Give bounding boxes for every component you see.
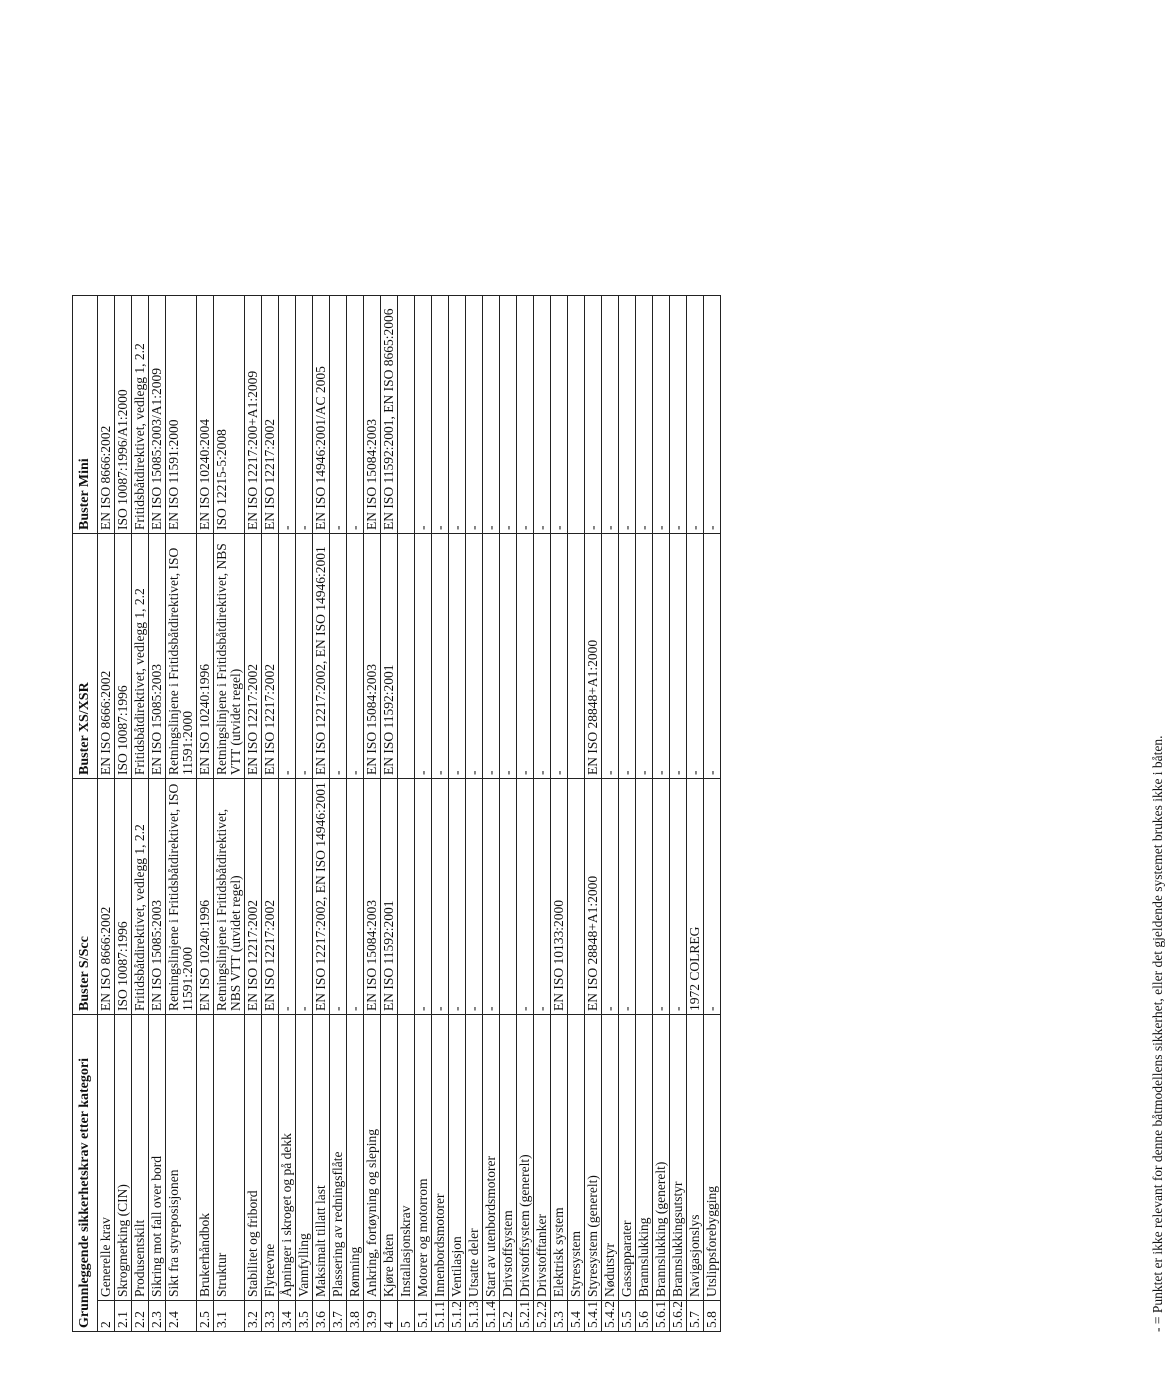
row-number-cell: 5.2.2 xyxy=(534,1301,551,1332)
buster-xs-standard-cell: - xyxy=(432,534,449,779)
buster-s-standard-cell: EN ISO 12217:2002, EN ISO 14946:2001 xyxy=(313,779,330,1015)
table-row xyxy=(551,296,568,1332)
row-number-cell: 5.2 xyxy=(500,1301,517,1332)
buster-s-standard-cell: ISO 10087:1996 xyxy=(115,779,132,1015)
buster-s-standard-cell: EN ISO 12217:2002 xyxy=(262,779,279,1015)
header-buster-xs: Buster XS/XSR xyxy=(73,534,98,779)
buster-s-standard-cell: - xyxy=(347,779,364,1015)
requirement-cell: Ankring, fortøyning og sleping xyxy=(364,1015,381,1301)
requirement-cell: Sikring mot fall over bord xyxy=(149,1015,166,1301)
buster-xs-standard-cell: EN ISO 10240:1996 xyxy=(197,534,214,779)
requirement-cell: Brannslukking (generelt) xyxy=(653,1015,670,1301)
table-row xyxy=(466,296,483,1332)
requirement-cell: Sikt fra styreposisjonen xyxy=(166,1015,197,1301)
buster-s-standard-cell: - xyxy=(415,779,432,1015)
row-number-cell: 4 xyxy=(381,1301,398,1332)
requirement-cell: Stabilitet og fribord xyxy=(245,1015,262,1301)
buster-mini-standard-cell: - xyxy=(551,296,568,534)
buster-xs-standard-cell: EN ISO 11592:2001 xyxy=(381,534,398,779)
row-number-cell: 5.1.3 xyxy=(466,1301,483,1332)
buster-mini-standard-cell: EN ISO 10240:2004 xyxy=(197,296,214,534)
row-number-cell: 3.6 xyxy=(313,1301,330,1332)
buster-mini-standard-cell: - xyxy=(636,296,653,534)
buster-mini-standard-cell: EN ISO 11591:2000 xyxy=(166,296,197,534)
row-number-cell: 5.1.2 xyxy=(449,1301,466,1332)
requirement-cell: Generelle krav xyxy=(98,1015,115,1301)
table-body xyxy=(98,296,721,1332)
requirement-cell: Motorer og motorrom xyxy=(415,1015,432,1301)
rotated-page-content xyxy=(72,296,1165,1332)
row-number-cell: 5.8 xyxy=(704,1301,721,1332)
table-row xyxy=(415,296,432,1332)
table-row xyxy=(330,296,347,1332)
table-row xyxy=(653,296,670,1332)
table-row xyxy=(670,296,687,1332)
row-number-cell: 5.4.1 xyxy=(585,1301,602,1332)
buster-xs-standard-cell: - xyxy=(279,534,296,779)
row-number-cell: 5.1.1 xyxy=(432,1301,449,1332)
buster-mini-standard-cell: - xyxy=(704,296,721,534)
buster-mini-standard-cell: EN ISO 12217:200+A1:2009 xyxy=(245,296,262,534)
requirement-cell: Drivstoffsystem (generelt) xyxy=(517,1015,534,1301)
table-row xyxy=(245,296,262,1332)
table-row xyxy=(313,296,330,1332)
buster-xs-standard-cell: Retningslinjene i Fritidsbåtdirektivet, NBS VTT (utvidet regel) xyxy=(214,534,245,779)
buster-mini-standard-cell xyxy=(568,296,585,534)
table-row xyxy=(381,296,398,1332)
table-row xyxy=(432,296,449,1332)
requirement-cell: Ventilasjon xyxy=(449,1015,466,1301)
row-number-cell: 5.6.2 xyxy=(670,1301,687,1332)
buster-s-standard-cell: EN ISO 28848+A1:2000 xyxy=(585,779,602,1015)
requirement-cell: Åpninger i skroget og på dekk xyxy=(279,1015,296,1301)
buster-s-standard-cell xyxy=(568,779,585,1015)
row-number-cell: 3.1 xyxy=(214,1301,245,1332)
buster-mini-standard-cell: - xyxy=(500,296,517,534)
buster-xs-standard-cell: - xyxy=(653,534,670,779)
requirement-cell: Drivstoffsystem xyxy=(500,1015,517,1301)
buster-mini-standard-cell: EN ISO 15084:2003 xyxy=(364,296,381,534)
row-number-cell: 2.1 xyxy=(115,1301,132,1332)
table-row xyxy=(585,296,602,1332)
buster-xs-standard-cell xyxy=(568,534,585,779)
buster-xs-standard-cell: - xyxy=(704,534,721,779)
buster-s-standard-cell: EN ISO 10133:2000 xyxy=(551,779,568,1015)
buster-s-standard-cell: Fritidsbåtdirektivet, vedlegg 1, 2.2 xyxy=(132,779,149,1015)
buster-xs-standard-cell: ISO 10087:1996 xyxy=(115,534,132,779)
table-row xyxy=(602,296,619,1332)
table-row xyxy=(115,296,132,1332)
buster-xs-standard-cell: Retningslinjene i Fritidsbåtdirektivet, ISO 11591:2000 xyxy=(166,534,197,779)
row-number-cell: 5.4.2 xyxy=(602,1301,619,1332)
table-row xyxy=(619,296,636,1332)
buster-mini-standard-cell: ISO 12215-5:2008 xyxy=(214,296,245,534)
buster-xs-standard-cell: - xyxy=(415,534,432,779)
table-row xyxy=(687,296,704,1332)
requirement-cell: Drivstofftanker xyxy=(534,1015,551,1301)
buster-xs-standard-cell: - xyxy=(551,534,568,779)
header-requirements: Grunnleggende sikkerhetskrav etter kategori xyxy=(73,1015,98,1332)
buster-xs-standard-cell: EN ISO 15085:2003 xyxy=(149,534,166,779)
table-row xyxy=(500,296,517,1332)
row-number-cell: 2.4 xyxy=(166,1301,197,1332)
requirement-cell: Flyteevne xyxy=(262,1015,279,1301)
buster-s-standard-cell: - xyxy=(517,779,534,1015)
buster-xs-standard-cell: EN ISO 12217:2002 xyxy=(245,534,262,779)
table-row xyxy=(279,296,296,1332)
buster-mini-standard-cell: ISO 10087:1996/A1:2000 xyxy=(115,296,132,534)
table-row xyxy=(704,296,721,1332)
row-number-cell: 3.5 xyxy=(296,1301,313,1332)
table-row xyxy=(262,296,279,1332)
requirement-cell: Vannfylling xyxy=(296,1015,313,1301)
buster-s-standard-cell: Retningslinjene i Fritidsbåtdirektivet, NBS VTT (utvidet regel) xyxy=(214,779,245,1015)
buster-mini-standard-cell: - xyxy=(619,296,636,534)
row-number-cell: 5.5 xyxy=(619,1301,636,1332)
table-row xyxy=(636,296,653,1332)
table-row xyxy=(449,296,466,1332)
table-row xyxy=(98,296,115,1332)
row-number-cell: 5.6 xyxy=(636,1301,653,1332)
requirement-cell: Navigasjonslys xyxy=(687,1015,704,1301)
buster-s-standard-cell: - xyxy=(466,779,483,1015)
buster-mini-standard-cell: - xyxy=(653,296,670,534)
requirement-cell: Struktur xyxy=(214,1015,245,1301)
safety-requirements-table xyxy=(72,295,721,1332)
buster-mini-standard-cell: - xyxy=(296,296,313,534)
row-number-cell: 5.7 xyxy=(687,1301,704,1332)
row-number-cell: 5 xyxy=(398,1301,415,1332)
buster-xs-standard-cell: EN ISO 15084:2003 xyxy=(364,534,381,779)
buster-xs-standard-cell: - xyxy=(687,534,704,779)
row-number-cell: 5.3 xyxy=(551,1301,568,1332)
row-number-cell: 2.2 xyxy=(132,1301,149,1332)
buster-mini-standard-cell xyxy=(398,296,415,534)
buster-s-standard-cell: - xyxy=(619,779,636,1015)
buster-s-standard-cell: - xyxy=(432,779,449,1015)
buster-xs-standard-cell: EN ISO 12217:2002 xyxy=(262,534,279,779)
row-number-cell: 3.7 xyxy=(330,1301,347,1332)
table-row xyxy=(132,296,149,1332)
buster-s-standard-cell: EN ISO 10240:1996 xyxy=(197,779,214,1015)
buster-xs-standard-cell: EN ISO 28848+A1:2000 xyxy=(585,534,602,779)
requirement-cell: Brannslukking xyxy=(636,1015,653,1301)
buster-s-standard-cell xyxy=(636,779,653,1015)
requirement-cell: Skrogmerking (CIN) xyxy=(115,1015,132,1301)
row-number-cell: 3.3 xyxy=(262,1301,279,1332)
buster-mini-standard-cell: Fritidsbåtdirektivet, vedlegg 1, 2.2 xyxy=(132,296,149,534)
buster-s-standard-cell: EN ISO 8666:2002 xyxy=(98,779,115,1015)
buster-xs-standard-cell: EN ISO 8666:2002 xyxy=(98,534,115,779)
requirement-cell: Maksimalt tillatt last xyxy=(313,1015,330,1301)
buster-xs-standard-cell: - xyxy=(347,534,364,779)
requirement-cell: Start av utenbordsmotorer xyxy=(483,1015,500,1301)
requirement-cell: Rømning xyxy=(347,1015,364,1301)
buster-mini-standard-cell: - xyxy=(483,296,500,534)
buster-xs-standard-cell: - xyxy=(602,534,619,779)
requirement-cell: Installasjonskrav xyxy=(398,1015,415,1301)
buster-s-standard-cell: EN ISO 15084:2003 xyxy=(364,779,381,1015)
buster-s-standard-cell: - xyxy=(670,779,687,1015)
buster-mini-standard-cell: - xyxy=(687,296,704,534)
row-number-cell: 5.6.1 xyxy=(653,1301,670,1332)
requirement-cell: Kjøre båten xyxy=(381,1015,398,1301)
buster-xs-standard-cell: - xyxy=(517,534,534,779)
table-row xyxy=(398,296,415,1332)
buster-xs-standard-cell: Fritidsbåtdirektivet, vedlegg 1, 2.2 xyxy=(132,534,149,779)
requirement-cell: Utslippsforebygging xyxy=(704,1015,721,1301)
requirement-cell: Brannslukkingsutstyr xyxy=(670,1015,687,1301)
buster-s-standard-cell: - xyxy=(534,779,551,1015)
buster-xs-standard-cell: EN ISO 12217:2002, EN ISO 14946:2001 xyxy=(313,534,330,779)
buster-mini-standard-cell: - xyxy=(585,296,602,534)
table-row xyxy=(214,296,245,1332)
buster-s-standard-cell: - xyxy=(279,779,296,1015)
buster-mini-standard-cell: EN ISO 14946:2001/AC 2005 xyxy=(313,296,330,534)
buster-xs-standard-cell: - xyxy=(636,534,653,779)
row-number-cell: 2 xyxy=(98,1301,115,1332)
buster-mini-standard-cell: - xyxy=(347,296,364,534)
buster-s-standard-cell: EN ISO 12217:2002 xyxy=(245,779,262,1015)
buster-mini-standard-cell: - xyxy=(517,296,534,534)
table-row xyxy=(197,296,214,1332)
table-row xyxy=(347,296,364,1332)
requirement-cell: Styresystem (generelt) xyxy=(585,1015,602,1301)
row-number-cell: 5.2.1 xyxy=(517,1301,534,1332)
buster-mini-standard-cell: - xyxy=(449,296,466,534)
buster-s-standard-cell xyxy=(500,779,517,1015)
buster-mini-standard-cell: - xyxy=(279,296,296,534)
requirement-cell: Gassapparater xyxy=(619,1015,636,1301)
buster-s-standard-cell: 1972 COLREG xyxy=(687,779,704,1015)
buster-s-standard-cell: EN ISO 15085:2003 xyxy=(149,779,166,1015)
buster-s-standard-cell xyxy=(398,779,415,1015)
buster-s-standard-cell: Retningslinjene i Fritidsbåtdirektivet, ISO 11591:2000 xyxy=(166,779,197,1015)
buster-mini-standard-cell: EN ISO 12217:2002 xyxy=(262,296,279,534)
buster-s-standard-cell: - xyxy=(704,779,721,1015)
table-row xyxy=(149,296,166,1332)
buster-s-standard-cell: - xyxy=(296,779,313,1015)
buster-xs-standard-cell: - xyxy=(500,534,517,779)
header-buster-mini: Buster Mini xyxy=(73,296,98,534)
header-buster-s: Buster S/Scc xyxy=(73,779,98,1015)
row-number-cell: 3.8 xyxy=(347,1301,364,1332)
buster-xs-standard-cell: - xyxy=(670,534,687,779)
requirement-cell: Produsentskilt xyxy=(132,1015,149,1301)
buster-s-standard-cell: - xyxy=(653,779,670,1015)
table-header-row xyxy=(73,296,98,1332)
row-number-cell: 3.9 xyxy=(364,1301,381,1332)
table-row xyxy=(296,296,313,1332)
table-row xyxy=(534,296,551,1332)
buster-mini-standard-cell: EN ISO 11592:2001, EN ISO 8665:2006 xyxy=(381,296,398,534)
buster-mini-standard-cell: EN ISO 8666:2002 xyxy=(98,296,115,534)
buster-xs-standard-cell: - xyxy=(466,534,483,779)
row-number-cell: 3.2 xyxy=(245,1301,262,1332)
buster-mini-standard-cell: - xyxy=(670,296,687,534)
buster-mini-standard-cell: - xyxy=(432,296,449,534)
table-row xyxy=(364,296,381,1332)
buster-mini-standard-cell: - xyxy=(534,296,551,534)
table-row xyxy=(483,296,500,1332)
requirement-cell: Plassering av redningsflåte xyxy=(330,1015,347,1301)
buster-s-standard-cell: - xyxy=(602,779,619,1015)
requirement-cell: Styresystem xyxy=(568,1015,585,1301)
row-number-cell: 2.3 xyxy=(149,1301,166,1332)
footnote: - = Punktet er ikke relevant for denne båtmodellens sikkerhet, eller det gjeldende systemet brukes ikke i båten. xyxy=(1150,735,1165,1332)
buster-xs-standard-cell: - xyxy=(483,534,500,779)
row-number-cell: 5.1 xyxy=(415,1301,432,1332)
buster-mini-standard-cell: - xyxy=(415,296,432,534)
buster-s-standard-cell: - xyxy=(330,779,347,1015)
buster-xs-standard-cell: - xyxy=(296,534,313,779)
row-number-cell: 5.1.4 xyxy=(483,1301,500,1332)
row-number-cell: 2.5 xyxy=(197,1301,214,1332)
table-row xyxy=(568,296,585,1332)
buster-mini-standard-cell: - xyxy=(602,296,619,534)
buster-mini-standard-cell: - xyxy=(330,296,347,534)
table-row xyxy=(517,296,534,1332)
requirement-cell: Innenbordsmotorer xyxy=(432,1015,449,1301)
requirement-cell: Utsatte deler xyxy=(466,1015,483,1301)
buster-xs-standard-cell: - xyxy=(330,534,347,779)
requirement-cell: Nødutstyr xyxy=(602,1015,619,1301)
buster-mini-standard-cell: - xyxy=(466,296,483,534)
buster-s-standard-cell: - xyxy=(449,779,466,1015)
buster-xs-standard-cell: - xyxy=(534,534,551,779)
row-number-cell: 5.4 xyxy=(568,1301,585,1332)
row-number-cell: 3.4 xyxy=(279,1301,296,1332)
requirement-cell: Elektrisk system xyxy=(551,1015,568,1301)
requirement-cell: Brukerhåndbok xyxy=(197,1015,214,1301)
buster-xs-standard-cell: - xyxy=(449,534,466,779)
buster-s-standard-cell: EN ISO 11592:2001 xyxy=(381,779,398,1015)
table-row xyxy=(166,296,197,1332)
buster-s-standard-cell: - xyxy=(483,779,500,1015)
buster-mini-standard-cell: EN ISO 15085:2003/A1:2009 xyxy=(149,296,166,534)
buster-xs-standard-cell: - xyxy=(619,534,636,779)
buster-xs-standard-cell xyxy=(398,534,415,779)
